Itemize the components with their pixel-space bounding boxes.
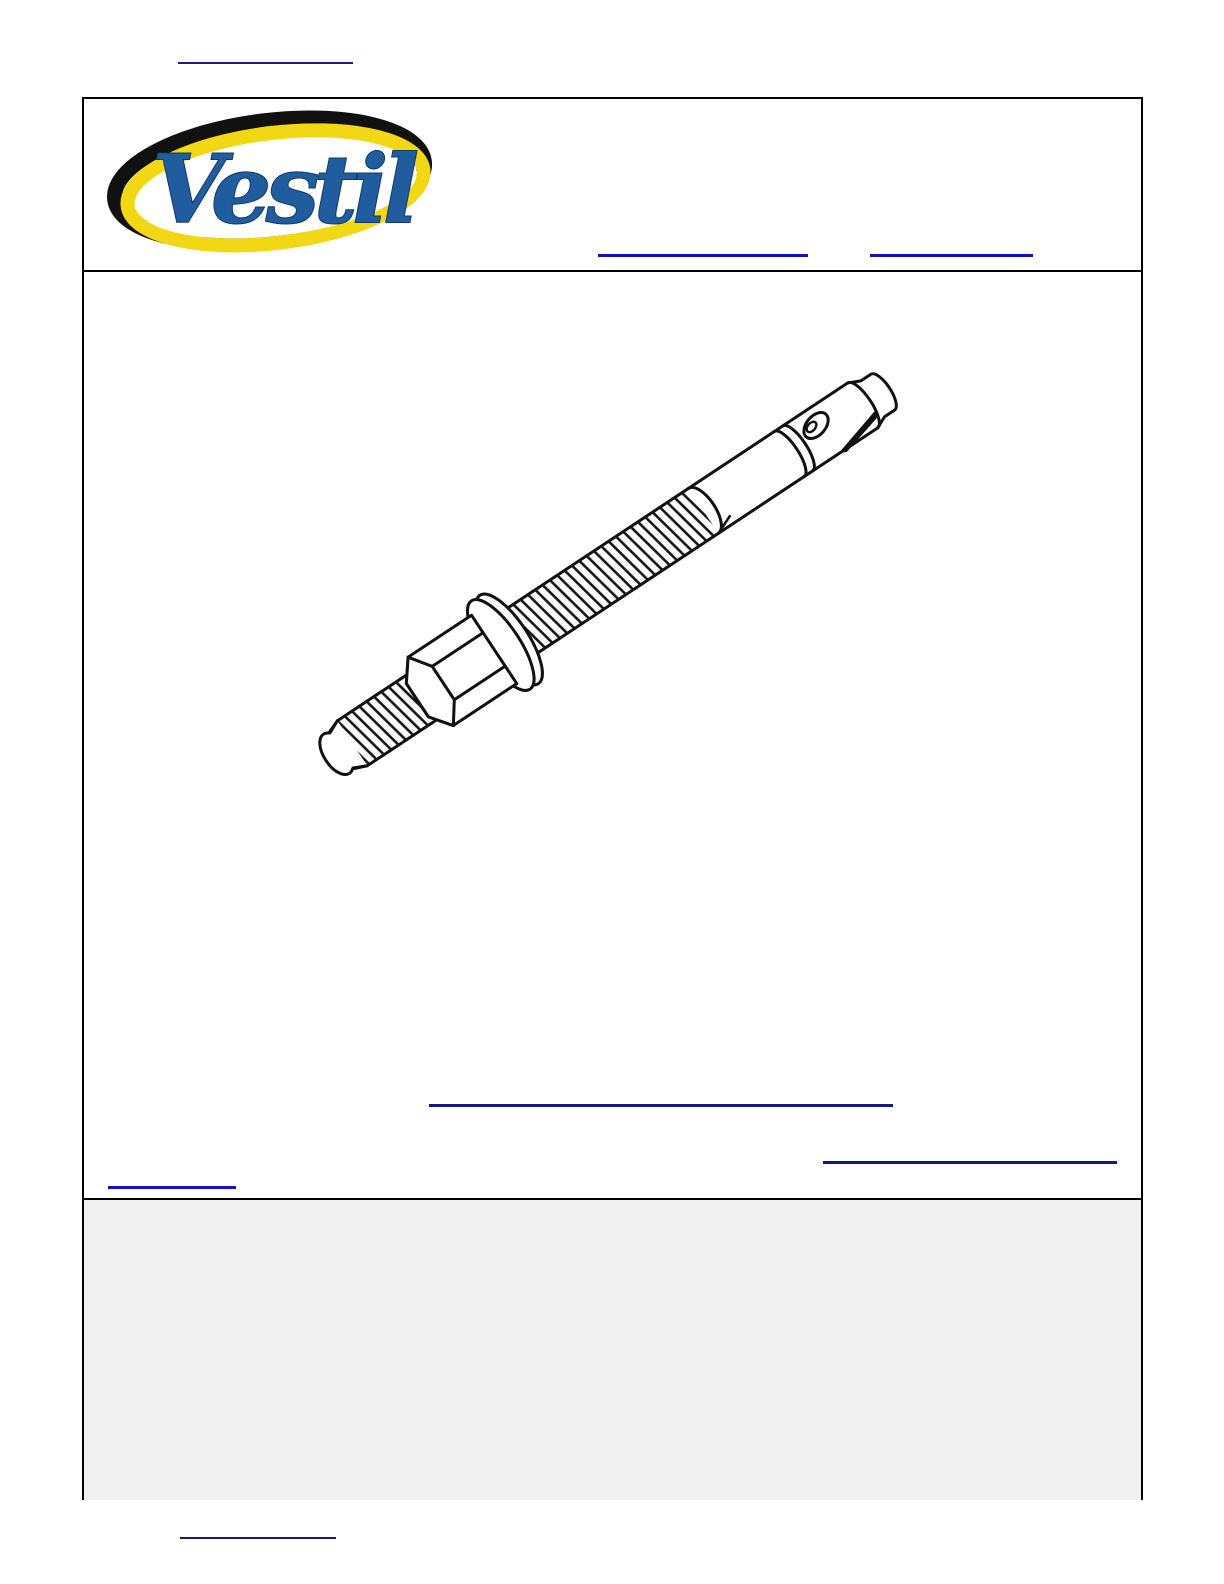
header-panel — [82, 97, 1143, 272]
top-left-link[interactable] — [178, 62, 353, 64]
bottom-page-link[interactable] — [180, 1537, 336, 1539]
content-panel — [82, 270, 1143, 1200]
wedge-anchor-image — [292, 370, 912, 790]
anchor-main-threads — [509, 488, 718, 652]
header-link-2[interactable] — [870, 254, 1033, 257]
vestil-wordmark: Vestil — [152, 135, 414, 245]
footer-panel — [82, 1198, 1143, 1500]
vestil-logo — [100, 110, 448, 258]
footer-link-right[interactable] — [823, 1161, 1117, 1164]
footer-link-left[interactable] — [108, 1186, 236, 1189]
figure-caption-link[interactable] — [429, 1104, 893, 1107]
header-link-1[interactable] — [598, 254, 808, 257]
